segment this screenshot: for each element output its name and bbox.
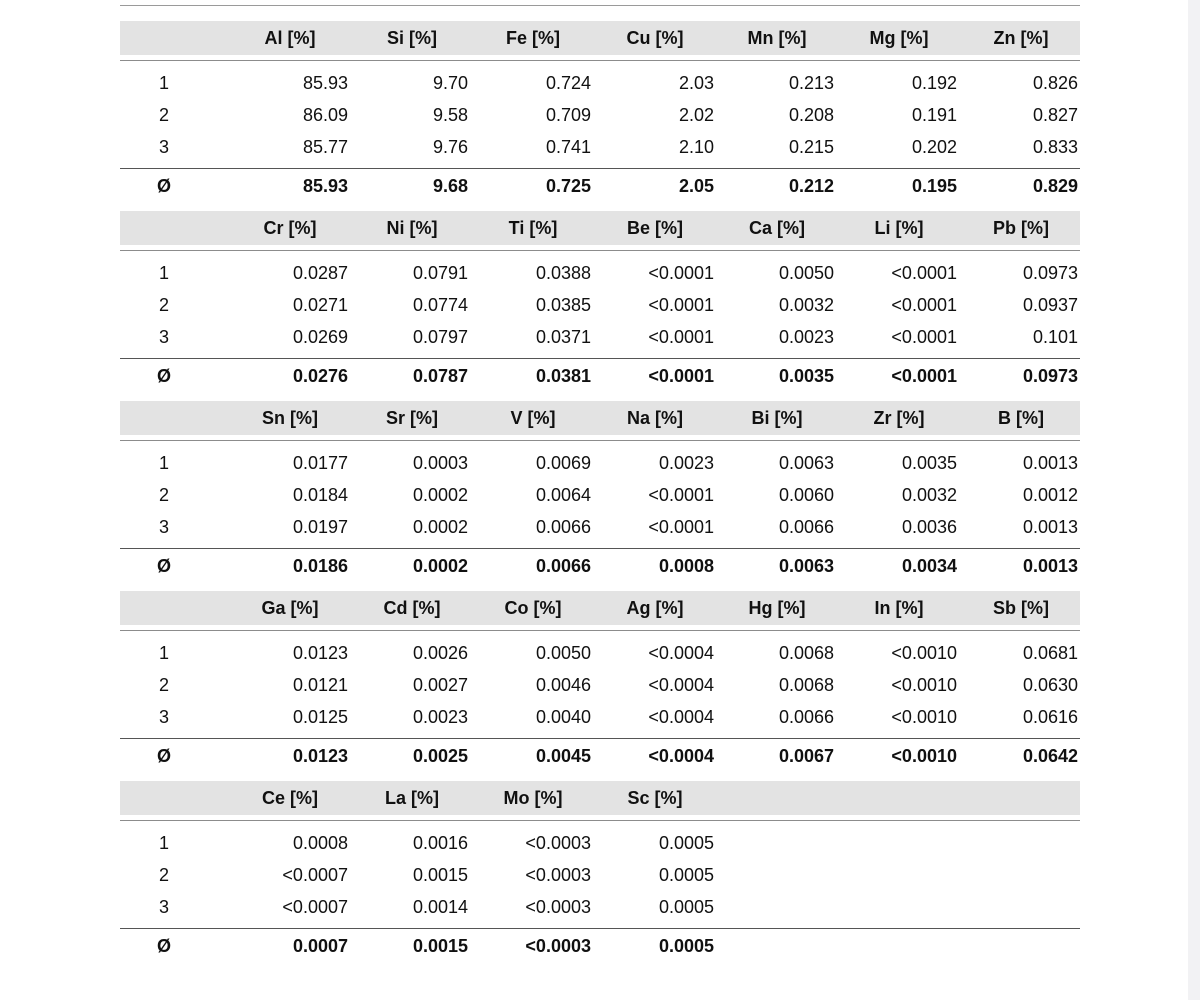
- table-cell: 85.93: [302, 73, 348, 93]
- table-row: [120, 639, 1080, 667]
- table-cell: <0.0007: [282, 897, 348, 917]
- average-symbol: Ø: [156, 176, 171, 196]
- table-cell: 0.0123: [292, 643, 348, 663]
- table-block: [120, 781, 1080, 971]
- column-header: Sn [%]: [262, 408, 318, 428]
- table-row: [120, 861, 1080, 889]
- table-cell: 0.0003: [412, 453, 468, 473]
- table-cell: <0.0004: [648, 643, 714, 663]
- average-symbol: Ø: [156, 366, 171, 386]
- average-cell: 0.0008: [658, 556, 714, 576]
- table-cell: 0.215: [788, 137, 834, 157]
- table-cell: 9.76: [432, 137, 468, 157]
- column-header: Bi [%]: [751, 408, 803, 428]
- row-number: 2: [158, 295, 169, 315]
- table-cell: <0.0001: [648, 263, 714, 283]
- table-cell: 0.0121: [292, 675, 348, 695]
- column-header: La [%]: [385, 788, 439, 808]
- table-cell: 0.0035: [901, 453, 957, 473]
- column-header: Sb [%]: [993, 598, 1049, 618]
- table-cell: 0.0177: [292, 453, 348, 473]
- column-header: Ni [%]: [386, 218, 438, 238]
- table-cell: 0.0069: [535, 453, 591, 473]
- table-cell: 0.0125: [292, 707, 348, 727]
- table-cell: <0.0001: [891, 295, 957, 315]
- column-header: Co [%]: [504, 598, 562, 618]
- table-block: [120, 21, 1080, 211]
- table-cell: <0.0001: [648, 485, 714, 505]
- average-rule: [120, 168, 1080, 169]
- row-number: 1: [158, 643, 169, 663]
- table-cell: 0.0371: [535, 327, 591, 347]
- table-cell: 0.0791: [412, 263, 468, 283]
- row-number: 1: [158, 833, 169, 853]
- element-composition-tables: [120, 21, 1080, 971]
- table-cell: 0.192: [911, 73, 957, 93]
- table-cell: 0.0005: [658, 897, 714, 917]
- table-block: [120, 211, 1080, 401]
- table-cell: 0.709: [545, 105, 591, 125]
- table-row: [120, 703, 1080, 731]
- average-row: [120, 932, 1080, 960]
- average-cell: 0.0035: [778, 366, 834, 386]
- average-cell: 0.0013: [1022, 556, 1078, 576]
- header-rule: [120, 60, 1080, 61]
- table-row: [120, 259, 1080, 287]
- table-cell: 0.0023: [778, 327, 834, 347]
- column-header: Cr [%]: [263, 218, 317, 238]
- table-cell: 86.09: [302, 105, 348, 125]
- table-cell: <0.0004: [648, 675, 714, 695]
- header-row: [120, 21, 1080, 55]
- table-row: [120, 893, 1080, 921]
- row-number: 2: [158, 865, 169, 885]
- table-row: [120, 101, 1080, 129]
- table-row: [120, 291, 1080, 319]
- table-row: [120, 671, 1080, 699]
- average-cell: 0.0276: [292, 366, 348, 386]
- table-cell: 0.0013: [1022, 517, 1078, 537]
- table-cell: 0.0271: [292, 295, 348, 315]
- row-number: 3: [158, 517, 169, 537]
- table-cell: 0.208: [788, 105, 834, 125]
- average-cell: 85.93: [302, 176, 348, 196]
- table-cell: 0.724: [545, 73, 591, 93]
- table-row: [120, 69, 1080, 97]
- header-rule: [120, 820, 1080, 821]
- table-cell: 0.0026: [412, 643, 468, 663]
- column-header: Li [%]: [874, 218, 924, 238]
- table-cell: 0.0066: [535, 517, 591, 537]
- table-cell: 0.0032: [778, 295, 834, 315]
- average-cell: <0.0001: [648, 366, 714, 386]
- row-number: 3: [158, 137, 169, 157]
- table-cell: 0.0064: [535, 485, 591, 505]
- column-header: Zr [%]: [873, 408, 925, 428]
- header-row: [120, 211, 1080, 245]
- column-header: Fe [%]: [506, 28, 560, 48]
- column-header: Zn [%]: [993, 28, 1049, 48]
- table-cell: 0.101: [1032, 327, 1078, 347]
- table-cell: 0.0008: [292, 833, 348, 853]
- average-cell: 2.05: [678, 176, 714, 196]
- table-cell: <0.0004: [648, 707, 714, 727]
- table-cell: 0.0385: [535, 295, 591, 315]
- row-number: 3: [158, 327, 169, 347]
- column-header: Cu [%]: [626, 28, 684, 48]
- table-cell: <0.0001: [648, 327, 714, 347]
- table-cell: 0.0005: [658, 865, 714, 885]
- table-row: [120, 133, 1080, 161]
- average-cell: <0.0004: [648, 746, 714, 766]
- average-row: [120, 172, 1080, 200]
- column-header: Cd [%]: [383, 598, 441, 618]
- table-cell: 0.0002: [412, 517, 468, 537]
- header-row: [120, 781, 1080, 815]
- table-cell: 0.0016: [412, 833, 468, 853]
- table-row: [120, 481, 1080, 509]
- table-row: [120, 449, 1080, 477]
- average-row: [120, 552, 1080, 580]
- table-cell: 0.827: [1032, 105, 1078, 125]
- column-header: Mg [%]: [869, 28, 929, 48]
- average-cell: 0.0034: [901, 556, 957, 576]
- header-row: [120, 401, 1080, 435]
- table-cell: <0.0003: [525, 865, 591, 885]
- table-cell: 0.0027: [412, 675, 468, 695]
- row-number: 1: [158, 453, 169, 473]
- column-header: Mn [%]: [747, 28, 807, 48]
- table-cell: 0.0616: [1022, 707, 1078, 727]
- row-number: 3: [158, 897, 169, 917]
- header-rule: [120, 250, 1080, 251]
- average-symbol: Ø: [156, 746, 171, 766]
- table-cell: 0.0066: [778, 707, 834, 727]
- row-number: 3: [158, 707, 169, 727]
- table-cell: <0.0010: [891, 643, 957, 663]
- table-cell: 0.0973: [1022, 263, 1078, 283]
- table-cell: 0.213: [788, 73, 834, 93]
- column-header: Sc [%]: [627, 788, 683, 808]
- column-header: Ca [%]: [748, 218, 805, 238]
- average-cell: 0.0005: [658, 936, 714, 956]
- table-cell: <0.0010: [891, 675, 957, 695]
- row-number: 2: [158, 675, 169, 695]
- column-header: Pb [%]: [993, 218, 1049, 238]
- average-cell: 0.0123: [292, 746, 348, 766]
- average-rule: [120, 358, 1080, 359]
- column-header: Si [%]: [386, 28, 437, 48]
- column-header: Hg [%]: [748, 598, 806, 618]
- table-cell: 2.02: [678, 105, 714, 125]
- table-cell: 0.0184: [292, 485, 348, 505]
- table-cell: 2.03: [678, 73, 714, 93]
- table-cell: 0.0774: [412, 295, 468, 315]
- table-cell: <0.0007: [282, 865, 348, 885]
- row-number: 1: [158, 73, 169, 93]
- average-cell: 0.0045: [535, 746, 591, 766]
- average-cell: 9.68: [432, 176, 468, 196]
- row-number: 2: [158, 105, 169, 125]
- column-header: V [%]: [510, 408, 556, 428]
- table-row: [120, 513, 1080, 541]
- column-header: Ti [%]: [508, 218, 558, 238]
- table-cell: 0.0015: [412, 865, 468, 885]
- average-cell: 0.0002: [412, 556, 468, 576]
- header-row: [120, 591, 1080, 625]
- average-cell: 0.195: [911, 176, 957, 196]
- table-cell: 0.0046: [535, 675, 591, 695]
- average-cell: 0.0066: [535, 556, 591, 576]
- column-header: Ce [%]: [261, 788, 318, 808]
- table-cell: 0.833: [1032, 137, 1078, 157]
- table-row: [120, 323, 1080, 351]
- average-cell: 0.0007: [292, 936, 348, 956]
- column-header: Sr [%]: [385, 408, 438, 428]
- table-cell: <0.0001: [891, 263, 957, 283]
- table-cell: 0.0063: [778, 453, 834, 473]
- column-header: Ag [%]: [626, 598, 684, 618]
- average-cell: 0.0787: [412, 366, 468, 386]
- average-cell: 0.0973: [1022, 366, 1078, 386]
- average-rule: [120, 928, 1080, 929]
- table-cell: 0.191: [911, 105, 957, 125]
- column-header: Ga [%]: [261, 598, 319, 618]
- table-cell: 0.0005: [658, 833, 714, 853]
- table-cell: 2.10: [678, 137, 714, 157]
- average-cell: 0.0642: [1022, 746, 1078, 766]
- column-header: Be [%]: [626, 218, 683, 238]
- table-cell: 0.0681: [1022, 643, 1078, 663]
- row-number: 1: [158, 263, 169, 283]
- average-cell: 0.725: [545, 176, 591, 196]
- table-cell: 0.0014: [412, 897, 468, 917]
- table-cell: 0.0066: [778, 517, 834, 537]
- table-cell: 9.70: [432, 73, 468, 93]
- table-cell: 0.0023: [412, 707, 468, 727]
- table-cell: 0.826: [1032, 73, 1078, 93]
- table-cell: 0.0797: [412, 327, 468, 347]
- column-header: B [%]: [998, 408, 1044, 428]
- column-header: Mo [%]: [503, 788, 563, 808]
- top-rule: [120, 5, 1080, 6]
- table-cell: 0.0388: [535, 263, 591, 283]
- table-row: [120, 829, 1080, 857]
- table-cell: 0.0040: [535, 707, 591, 727]
- average-row: [120, 742, 1080, 770]
- average-rule: [120, 548, 1080, 549]
- table-cell: <0.0001: [891, 327, 957, 347]
- average-cell: <0.0003: [525, 936, 591, 956]
- table-cell: 0.0013: [1022, 453, 1078, 473]
- average-cell: 0.0015: [412, 936, 468, 956]
- average-cell: 0.0063: [778, 556, 834, 576]
- table-cell: 0.202: [911, 137, 957, 157]
- table-cell: 0.0012: [1022, 485, 1078, 505]
- table-cell: 0.0068: [778, 643, 834, 663]
- header-rule: [120, 630, 1080, 631]
- average-cell: <0.0010: [891, 746, 957, 766]
- average-cell: 0.0186: [292, 556, 348, 576]
- table-cell: 0.0060: [778, 485, 834, 505]
- average-cell: 0.0025: [412, 746, 468, 766]
- table-cell: 0.0937: [1022, 295, 1078, 315]
- table-cell: <0.0001: [648, 295, 714, 315]
- table-cell: 0.0068: [778, 675, 834, 695]
- table-cell: 0.0050: [535, 643, 591, 663]
- table-cell: 0.0032: [901, 485, 957, 505]
- column-header: Na [%]: [626, 408, 683, 428]
- table-cell: 0.0036: [901, 517, 957, 537]
- table-cell: <0.0010: [891, 707, 957, 727]
- row-number: 2: [158, 485, 169, 505]
- table-cell: 0.0197: [292, 517, 348, 537]
- table-cell: <0.0001: [648, 517, 714, 537]
- table-cell: <0.0003: [525, 833, 591, 853]
- average-row: [120, 362, 1080, 390]
- table-cell: 0.0023: [658, 453, 714, 473]
- table-cell: 9.58: [432, 105, 468, 125]
- average-cell: 0.829: [1032, 176, 1078, 196]
- average-symbol: Ø: [156, 556, 171, 576]
- column-header: Al [%]: [264, 28, 316, 48]
- table-block: [120, 591, 1080, 781]
- table-cell: 0.0050: [778, 263, 834, 283]
- table-block: [120, 401, 1080, 591]
- average-cell: 0.212: [788, 176, 834, 196]
- average-cell: <0.0001: [891, 366, 957, 386]
- average-cell: 0.0067: [778, 746, 834, 766]
- average-symbol: Ø: [156, 936, 171, 956]
- table-cell: 0.0287: [292, 263, 348, 283]
- average-rule: [120, 738, 1080, 739]
- average-cell: 0.0381: [535, 366, 591, 386]
- table-cell: <0.0003: [525, 897, 591, 917]
- table-cell: 0.0269: [292, 327, 348, 347]
- table-cell: 0.0630: [1022, 675, 1078, 695]
- table-cell: 0.741: [545, 137, 591, 157]
- table-cell: 85.77: [302, 137, 348, 157]
- column-header: In [%]: [874, 598, 924, 618]
- header-rule: [120, 440, 1080, 441]
- table-cell: 0.0002: [412, 485, 468, 505]
